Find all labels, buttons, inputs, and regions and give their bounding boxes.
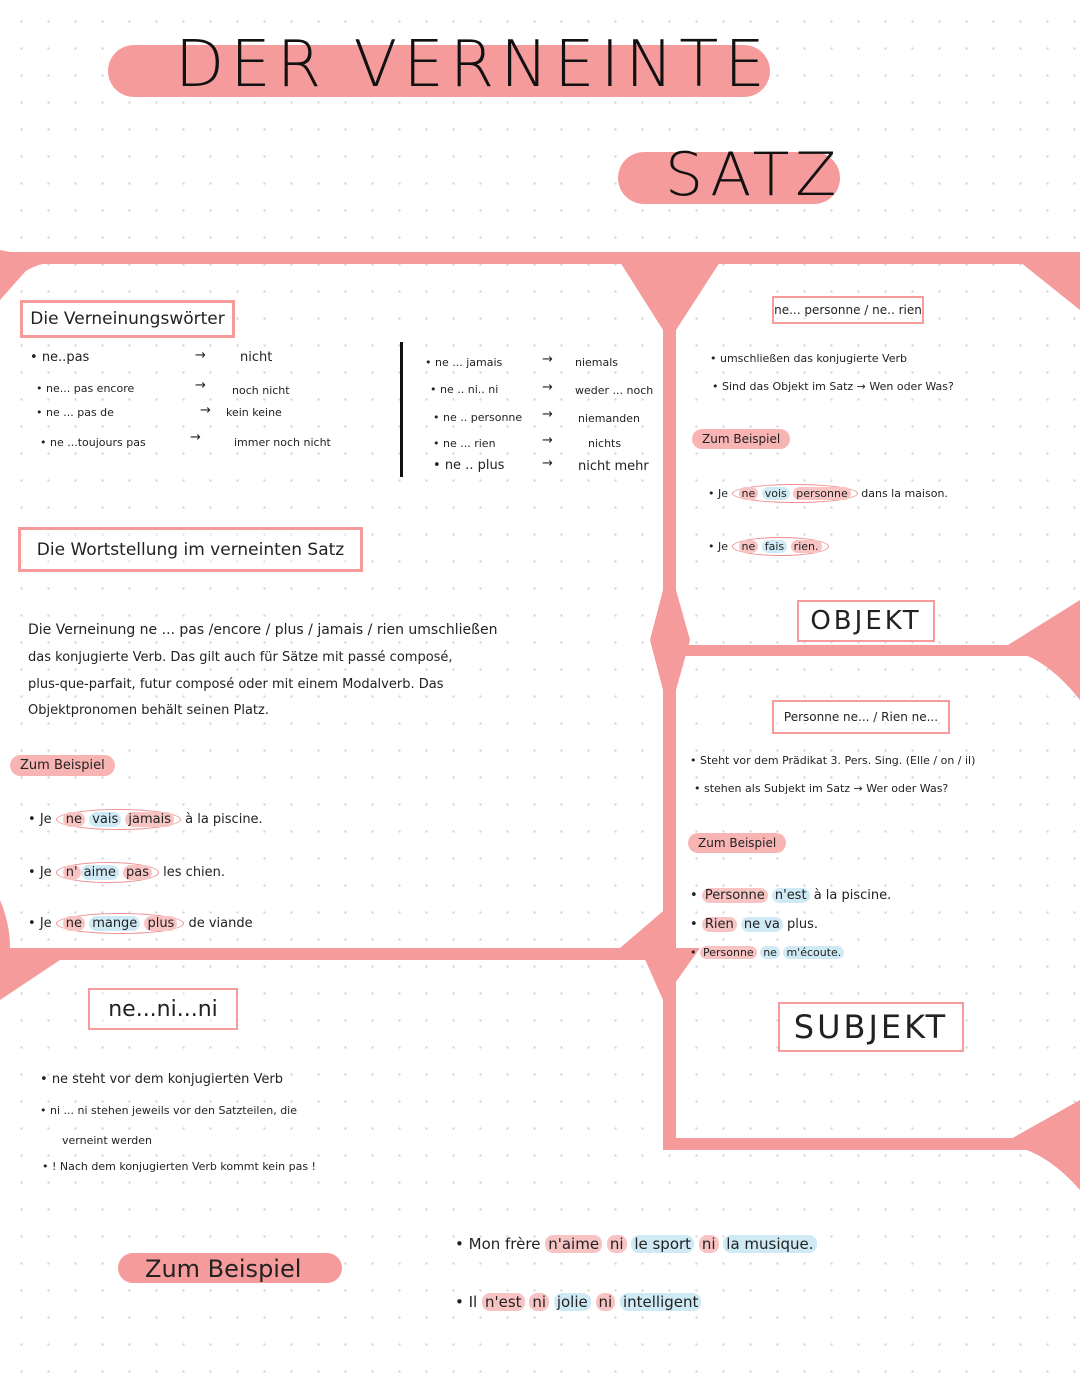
example-sentence: • Mon frère n'aime ni le sport ni la musique. <box>455 1235 817 1253</box>
negation-translation: nichts <box>588 437 622 450</box>
text-line: Objektpronomen behält seinen Platz. <box>28 703 269 718</box>
negation-translation: nicht <box>240 350 273 365</box>
section-heading-personne-rien: ne... personne / ne.. rien <box>772 296 924 324</box>
bullet: • Sind das Objekt im Satz → Wen oder Was? <box>712 380 954 393</box>
bullet: • ne steht vor dem konjugierten Verb <box>40 1072 283 1087</box>
subjekt-label: SUBJEKT <box>778 1002 964 1052</box>
negation-item: • ne..pas <box>30 350 90 365</box>
beispiel-tag: Zum Beispiel <box>10 755 115 776</box>
negation-translation: noch nicht <box>232 384 290 397</box>
bullet-continued: verneint werden <box>62 1134 152 1147</box>
negation-item: • ne .. plus <box>433 458 505 473</box>
arrow: → <box>542 456 553 471</box>
negation-translation: immer noch nicht <box>234 436 331 449</box>
bullet: • stehen als Subjekt im Satz → Wer oder Was? <box>694 782 949 795</box>
beispiel-tag: Zum Beispiel <box>688 833 786 853</box>
section-heading-verneinungswoerter: Die Verneinungswörter <box>20 300 235 338</box>
page-title-line2: SATZ <box>665 140 843 210</box>
bullet: • ni ... ni stehen jeweils vor den Satzteilen, die <box>40 1104 298 1117</box>
objekt-label: OBJEKT <box>797 600 935 642</box>
negation-item: • ne ... pas de <box>36 406 114 419</box>
example-sentence: • Je ne vais jamais à la piscine. <box>28 812 263 827</box>
beispiel-heading: Zum Beispiel <box>145 1255 302 1283</box>
section-heading-subjekt: Personne ne... / Rien ne... <box>772 700 950 734</box>
bullet: • umschließen das konjugierte Verb <box>710 352 907 365</box>
arrow: → <box>542 380 553 395</box>
negation-translation: niemanden <box>578 412 640 425</box>
arrow: → <box>195 348 206 363</box>
arrow: → <box>200 403 211 418</box>
bullet-warning: • ! Nach dem konjugierten Verb kommt kein pas ! <box>42 1160 316 1173</box>
negation-item: • ne ... jamais <box>425 356 503 369</box>
section-heading-nini: ne...ni...ni <box>88 988 238 1030</box>
arrow: → <box>195 378 206 393</box>
arrow: → <box>542 433 553 448</box>
text-line: Die Verneinung ne ... pas /encore / plus / jamais / rien umschließen <box>28 622 498 638</box>
example-sentence: • Je n' aime pas les chien. <box>28 865 225 880</box>
negation-item: • ne ... rien <box>433 437 496 450</box>
example-sentence: • Personne n'est à la piscine. <box>690 888 892 903</box>
negation-item: • ne .. ni.. ni <box>430 383 499 396</box>
example-sentence: • Personne ne m'écoute. <box>690 946 844 959</box>
negation-item: • ne... pas encore <box>36 382 135 395</box>
section-heading-wortstellung: Die Wortstellung im verneinten Satz <box>18 527 363 572</box>
example-sentence: • Je ne vois personne dans la maison. <box>708 487 948 500</box>
arrow: → <box>542 352 553 367</box>
page-title-line1: DER VERNEINTE <box>175 28 771 102</box>
arrow: → <box>542 407 553 422</box>
example-sentence: • Je ne fais rien. <box>708 540 829 553</box>
column-divider <box>400 342 403 477</box>
example-sentence: • Il n'est ni jolie ni intelligent <box>455 1293 701 1311</box>
bullet: • Steht vor dem Prädikat 3. Pers. Sing. (Elle / on / il) <box>690 754 976 767</box>
negation-item: • ne ...toujours pas <box>40 436 146 449</box>
negation-translation: nicht mehr <box>578 459 649 474</box>
text-line: das konjugierte Verb. Das gilt auch für Sätze mit passé composé, <box>28 650 453 665</box>
example-sentence: • Rien ne va plus. <box>690 917 819 932</box>
negation-translation: niemals <box>575 356 619 369</box>
beispiel-tag: Zum Beispiel <box>692 429 790 449</box>
negation-translation: weder ... noch <box>575 384 654 397</box>
negation-translation: kein keine <box>226 406 282 419</box>
example-sentence: • Je ne mange plus de viande <box>28 916 253 931</box>
negation-item: • ne .. personne <box>433 411 523 424</box>
arrow: → <box>190 430 201 445</box>
text-line: plus-que-parfait, futur composé oder mit einem Modalverb. Das <box>28 677 444 692</box>
